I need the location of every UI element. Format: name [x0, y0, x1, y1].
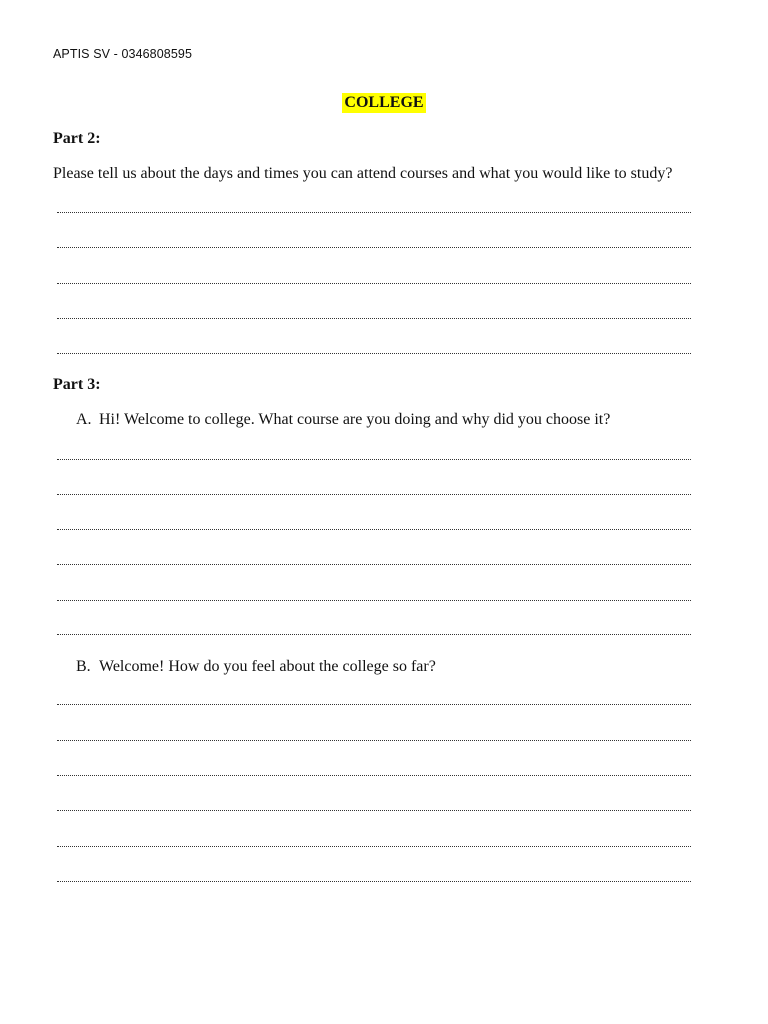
answer-line[interactable] — [57, 247, 691, 248]
header-contact-note: APTIS SV - 0346808595 — [53, 47, 192, 61]
answer-line[interactable] — [57, 704, 691, 705]
part-3-question-a — [76, 411, 610, 429]
document-title: COLLEGE — [344, 94, 424, 111]
question-b-text: Welcome! How do you feel about the college so far? — [99, 658, 436, 675]
answer-line[interactable] — [57, 283, 691, 284]
question-b-letter: B. — [76, 658, 91, 675]
answer-line[interactable] — [57, 881, 691, 882]
answer-line[interactable] — [57, 494, 691, 495]
question-a-letter: A. — [76, 411, 92, 428]
answer-line[interactable] — [57, 529, 691, 530]
answer-line[interactable] — [57, 600, 691, 601]
part-3-heading: Part 3: — [53, 376, 101, 393]
question-a-text: Hi! Welcome to college. What course are you doing and why did you choose it? — [99, 411, 611, 428]
answer-line[interactable] — [57, 318, 691, 319]
part-2-heading: Part 2: — [53, 130, 101, 147]
answer-line[interactable] — [57, 810, 691, 811]
answer-line[interactable] — [57, 775, 691, 776]
title-wrapper — [0, 93, 768, 113]
answer-line[interactable] — [57, 212, 691, 213]
answer-line[interactable] — [57, 740, 691, 741]
answer-line[interactable] — [57, 846, 691, 847]
part-3-question-b — [76, 658, 436, 676]
answer-line[interactable] — [57, 634, 691, 635]
answer-line[interactable] — [57, 353, 691, 354]
part-2-question: Please tell us about the days and times you can attend courses and what you would like to study? — [53, 165, 673, 182]
answer-line[interactable] — [57, 459, 691, 460]
answer-line[interactable] — [57, 564, 691, 565]
